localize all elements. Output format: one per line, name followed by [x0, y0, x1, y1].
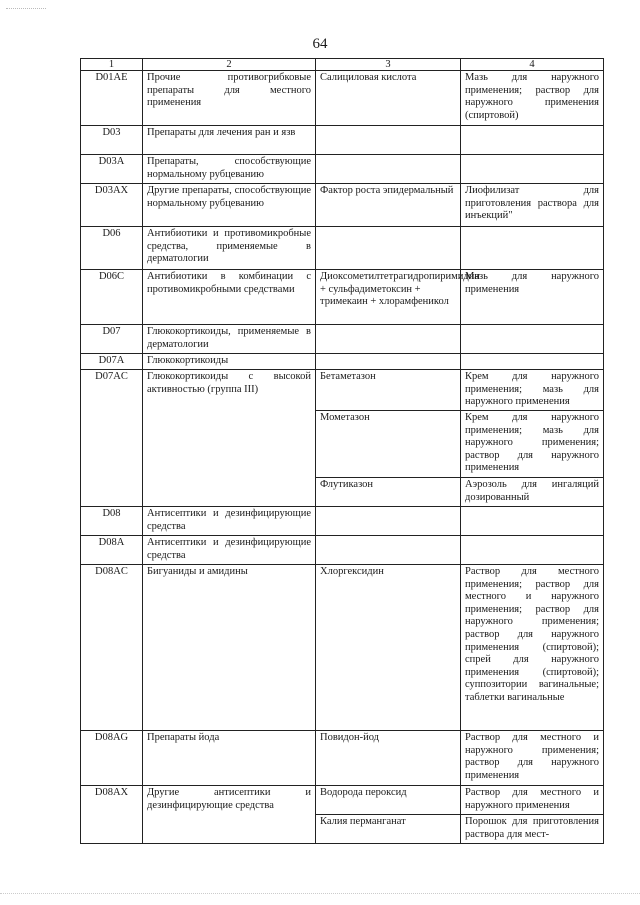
dosage-form-cell	[461, 354, 604, 370]
atc-code-cell: D08AC	[81, 565, 143, 731]
group-cell: Бигуаниды и амидины	[143, 565, 316, 731]
atc-code-cell: D08	[81, 507, 143, 536]
substance-cell	[316, 354, 461, 370]
table-row	[81, 71, 604, 126]
substance-cell: Мометазон	[316, 411, 461, 478]
table-row	[81, 786, 604, 815]
column-header-4: 4	[461, 59, 604, 71]
group-cell: Препараты для лечения ран и язв	[143, 126, 316, 155]
dosage-form-cell: Раствор для местного применения; раствор для местного и наружного применения; раствор для наружного применения; раствор для наружного применения (спиртовой); спрей для наружного применения (спиртовой); суппозитории вагинальные; таблетки вагинальные	[461, 565, 604, 731]
dosage-form-cell: Раствор для местного и наружного применения	[461, 786, 604, 815]
atc-code-cell: D06	[81, 227, 143, 270]
table-row	[81, 507, 604, 536]
dosage-form-cell	[461, 536, 604, 565]
atc-code-cell: D06C	[81, 270, 143, 325]
substance-cell	[316, 507, 461, 536]
substance-cell	[316, 227, 461, 270]
group-cell: Глюкокортикоиды с высокой активностью (группа III)	[143, 370, 316, 507]
atc-code-cell: D03	[81, 126, 143, 155]
dosage-form-cell	[461, 126, 604, 155]
substance-cell	[316, 155, 461, 184]
substance-cell: Фактор роста эпидермальный	[316, 184, 461, 227]
substance-cell: Водорода пероксид	[316, 786, 461, 815]
substance-cell	[316, 536, 461, 565]
dosage-form-cell: Крем для наружного применения; мазь для наружного применения	[461, 370, 604, 411]
group-cell: Глюкокортикоиды	[143, 354, 316, 370]
dosage-form-cell: Раствор для местного и наружного применения; раствор для наружного применения	[461, 731, 604, 786]
table-row	[81, 155, 604, 184]
dosage-form-cell	[461, 325, 604, 354]
dosage-form-cell	[461, 507, 604, 536]
column-header-1: 1	[81, 59, 143, 71]
atc-code-cell: D01AE	[81, 71, 143, 126]
dosage-form-cell: Мазь для наружного применения; раствор для наружного применения (спиртовой)	[461, 71, 604, 126]
column-header-2: 2	[143, 59, 316, 71]
drug-classification-table	[80, 58, 604, 844]
dosage-form-cell	[461, 155, 604, 184]
dosage-form-cell: Мазь для наружного применения	[461, 270, 604, 325]
table-row	[81, 184, 604, 227]
substance-cell: Повидон-йод	[316, 731, 461, 786]
substance-cell	[316, 325, 461, 354]
substance-cell: Бетаметазон	[316, 370, 461, 411]
table-row	[81, 370, 604, 411]
table-row	[81, 325, 604, 354]
table-row	[81, 126, 604, 155]
atc-code-cell: D08AG	[81, 731, 143, 786]
atc-code-cell: D08AX	[81, 786, 143, 844]
atc-code-cell: D08A	[81, 536, 143, 565]
page-number: 64	[312, 36, 328, 52]
group-cell: Другие препараты, способствующие нормальному рубцеванию	[143, 184, 316, 227]
substance-cell: Калия перманганат	[316, 815, 461, 844]
table-row	[81, 536, 604, 565]
group-cell: Препараты, способствующие нормальному рубцеванию	[143, 155, 316, 184]
substance-cell: Флутиказон	[316, 478, 461, 507]
group-cell: Антибиотики и противомикробные средства, применяемые в дерматологии	[143, 227, 316, 270]
group-cell: Антибиотики в комбинации с противомикробными средствами	[143, 270, 316, 325]
dosage-form-cell: Крем для наружного применения; мазь для наружного применения; раствор для наружного применения	[461, 411, 604, 478]
table-header-row	[81, 59, 604, 71]
table-row	[81, 731, 604, 786]
dosage-form-cell: Аэрозоль для ингаляций дозированный	[461, 478, 604, 507]
table-row	[81, 270, 604, 325]
dosage-form-cell: Лиофилизат для приготовления раствора для инъекций"	[461, 184, 604, 227]
atc-code-cell: D03A	[81, 155, 143, 184]
atc-code-cell: D07A	[81, 354, 143, 370]
column-header-3: 3	[316, 59, 461, 71]
scan-mark-bottom	[0, 893, 640, 895]
dosage-form-cell	[461, 227, 604, 270]
group-cell: Антисептики и дезинфицирующие средства	[143, 536, 316, 565]
table-row	[81, 565, 604, 731]
substance-cell: Хлоргексидин	[316, 565, 461, 731]
table-row	[81, 354, 604, 370]
substance-cell: Диоксометилтетрагидропиримидин + сульфадиметоксин + тримекаин + хлорамфеникол	[316, 270, 461, 325]
group-cell: Препараты йода	[143, 731, 316, 786]
substance-cell	[316, 126, 461, 155]
atc-code-cell: D07	[81, 325, 143, 354]
group-cell: Прочие противогрибковые препараты для местного применения	[143, 71, 316, 126]
substance-cell: Салициловая кислота	[316, 71, 461, 126]
group-cell: Другие антисептики и дезинфицирующие средства	[143, 786, 316, 844]
scan-mark-top	[6, 8, 46, 10]
group-cell: Глюкокортикоиды, применяемые в дерматологии	[143, 325, 316, 354]
dosage-form-cell: Порошок для приготовления раствора для мест-	[461, 815, 604, 844]
atc-code-cell: D07AC	[81, 370, 143, 507]
group-cell: Антисептики и дезинфицирующие средства	[143, 507, 316, 536]
atc-code-cell: D03AX	[81, 184, 143, 227]
table-row	[81, 227, 604, 270]
